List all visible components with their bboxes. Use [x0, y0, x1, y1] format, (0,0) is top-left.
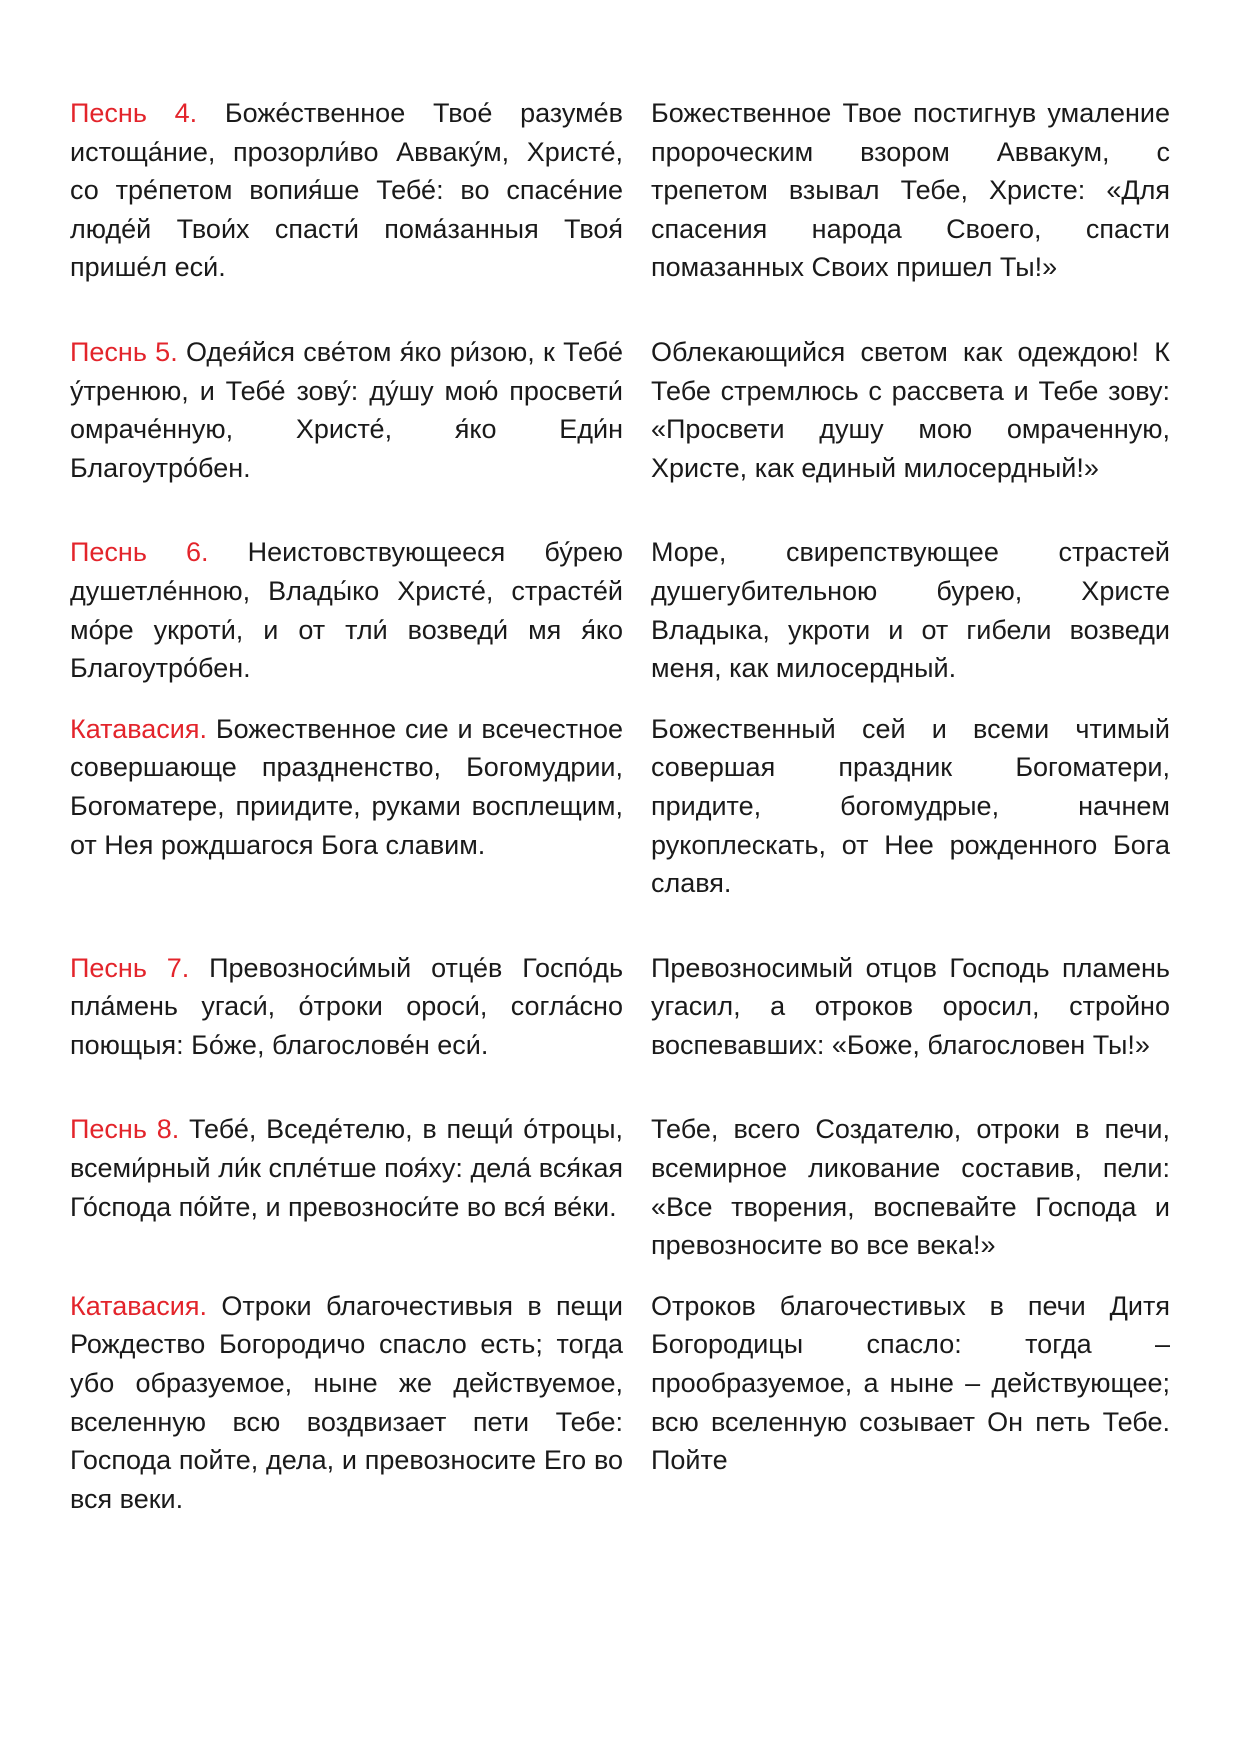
church-slavonic-text	[70, 1287, 623, 1519]
russian-translation: Облекающийся светом как одеждою! К Тебе стремлюсь с рассвета и Тебе зову: «Просвети душу мою омраченную, Христе, как единый милосердный!»	[651, 336, 1170, 483]
russian-translation: Божественный сей и всеми чтимый совершая праздник Богоматери, придите, богомудрые, начнем рукоплескать, от Нее рожденного Бога славя.	[651, 713, 1170, 899]
russian-translation: Море, свирепствующее страстей душегубительною бурею, Христе Владыка, укроти и от гибели возведи меня, как милосердный.	[651, 537, 1170, 684]
russian-translation: Тебе, всего Создателю, отроки в печи, всемирное ликование составив, пели: «Все творения, воспевайте Господа и превозносите во все века!»	[651, 1114, 1170, 1261]
ode-label: Песнь 7.	[70, 952, 190, 983]
hymn-row-ode-6	[70, 533, 1172, 687]
church-slavonic-text	[70, 1110, 623, 1264]
church-slavonic-body: Превозноси́мый отце́в Госпо́дь пла́мень угаси́, о́троки ороси́, согла́сно поющыя: Бо́же, благослове́н еси́.	[70, 952, 624, 1060]
hymn-row-ode-8	[70, 1110, 1172, 1264]
hymn-row-ode-7	[70, 949, 1172, 1065]
hymn-row-ode-4	[70, 94, 1172, 287]
hymn-row-katavasia-2	[70, 1287, 1172, 1519]
church-slavonic-body: Неистовствующееся бу́рею душетле́нною, Влады́ко Христе́, страсте́й мо́ре укроти́, и от тли́ возведи́ мя я́ко Благоутро́бен.	[70, 537, 623, 684]
ode-label: Песнь 6.	[70, 537, 209, 568]
church-slavonic-text	[70, 333, 623, 487]
church-slavonic-text	[70, 94, 623, 287]
church-slavonic-text	[70, 949, 623, 1065]
church-slavonic-text	[70, 533, 623, 687]
church-slavonic-text	[70, 710, 623, 903]
church-slavonic-body: Тебе́, Вседе́телю, в пещи́ о́троцы, всеми́рный ли́к спле́тше поя́ху: дела́ вся́кая Го́спода по́йте, и превозноси́те во вся́ ве́ки.	[70, 1114, 623, 1222]
russian-translation: Превозносимый отцов Господь пламень угасил, а отроков оросил, стройно воспевавших: «Боже, благословен Ты!»	[651, 952, 1170, 1060]
russian-translation: Отроков благочестивых в печи Дитя Богородицы спасло: тогда – прообразуемое, а ныне – действующее; всю вселенную созывает Он петь Тебе. Пойте	[651, 1290, 1170, 1476]
ode-label: Песнь 4.	[70, 98, 198, 128]
church-slavonic-body: Отроки благочестивыя в пещи Рождество Богородичо спасло есть; тогда убо образуемое, ныне же действуемое, вселенную всю воздвизает пети Тебе: Господа пойте, дела, и превозносите Его во вся веки.	[70, 1290, 623, 1514]
church-slavonic-body: Боже́ственное Твое́ разуме́в истоща́ние, прозорли́во Авваку́м, Христе́, со тре́петом вопия́ше Тебе́: во спасе́ние люде́й Твои́х спасти́ пома́занныя Твоя́ прише́л еси́.	[70, 98, 623, 283]
ode-label: Песнь 5.	[70, 336, 178, 367]
church-slavonic-body: Одея́йся све́том я́ко ри́зою, к Тебе́ у́тренюю, и Тебе́ зову́: ду́шу мою́ просвети́ омраче́нную, Христе́, я́ко Еди́н Благоутро́бен.	[70, 336, 623, 483]
katavasia-label: Катавасия.	[70, 713, 207, 744]
ode-label: Песнь 8.	[70, 1114, 180, 1145]
russian-translation: Божественное Твое постигнув умаление пророческим взором Аввакум, с трепетом взывал Тебе, Христе: «Для спасения народа Своего, спасти помазанных Своих пришел Ты!»	[651, 98, 1170, 283]
church-slavonic-body: Божественное сие и всечестное совершающе праздненство, Богомудрии, Богоматере, приидите, руками восплещим, от Нея рождшагося Бога славим.	[70, 713, 623, 860]
hymn-row-katavasia-1	[70, 710, 1172, 903]
katavasia-label: Катавасия.	[70, 1290, 207, 1321]
hymn-row-ode-5	[70, 333, 1172, 487]
